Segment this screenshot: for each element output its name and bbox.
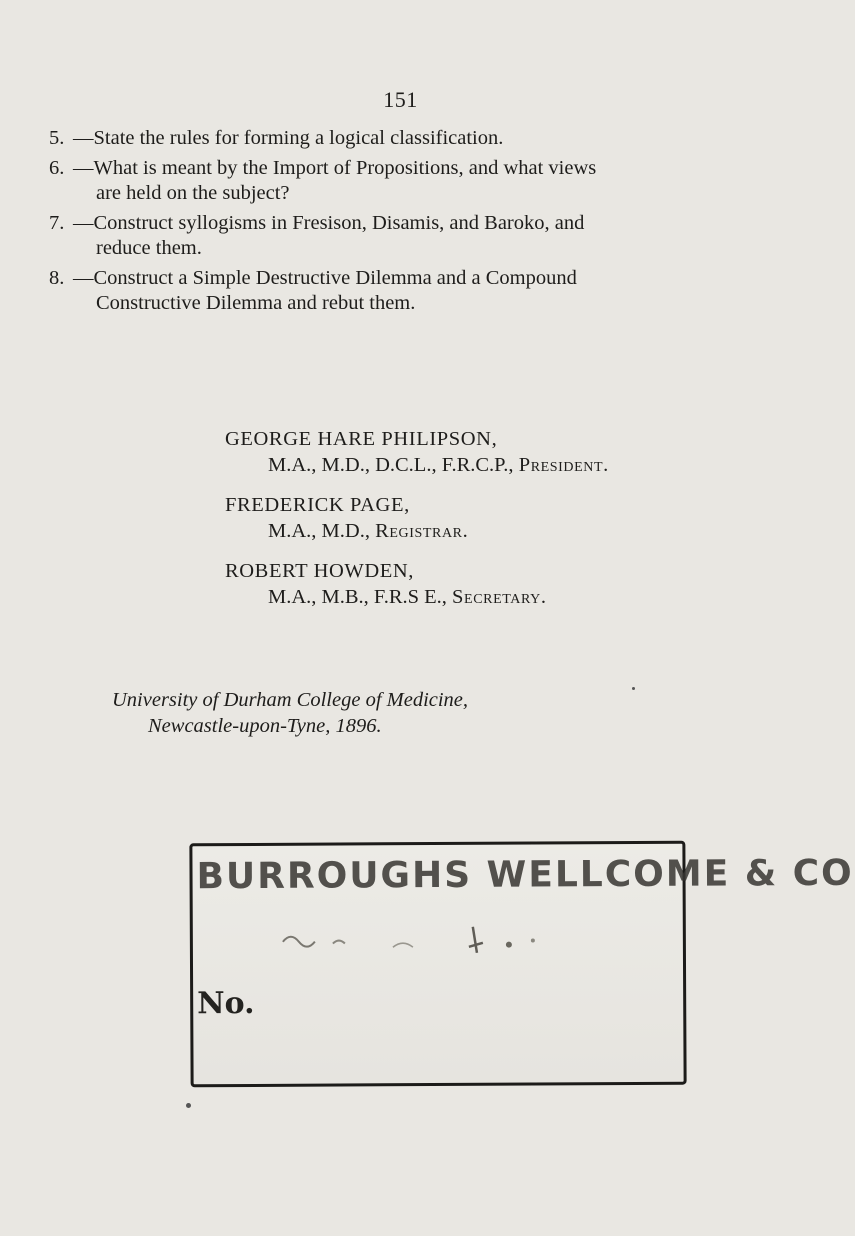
library-stamp — [189, 841, 854, 1088]
officer-name: FREDERICK PAGE, — [225, 494, 410, 516]
ink-speck — [632, 687, 635, 690]
imprint-institution: University of Durham College of Medicine, — [112, 689, 469, 711]
question-item — [49, 211, 779, 261]
question-text: —State the rules for forming a logical classification. — [73, 127, 504, 149]
officer-title: Registrar. — [375, 520, 469, 542]
question-text: —Construct syllogisms in Fresison, Disamis, and Baroko, and — [73, 212, 585, 234]
question-item — [49, 126, 779, 151]
question-number: 6. — [49, 157, 65, 179]
question-item — [49, 266, 779, 316]
question-text: —What is meant by the Import of Propositions, and what views — [73, 157, 597, 179]
imprint-place-date: Newcastle-upon-Tyne, 1896. — [148, 715, 382, 737]
ink-speck — [186, 1103, 191, 1108]
question-continuation: Constructive Dilemma and rebut them. — [96, 292, 416, 314]
officers-block — [225, 426, 745, 624]
officer-name: ROBERT HOWDEN, — [225, 560, 415, 582]
officer-title: Secretary. — [452, 586, 547, 608]
question-continuation: are held on the subject? — [96, 182, 290, 204]
question-number: 8. — [49, 267, 65, 289]
question-number: 7. — [49, 212, 65, 234]
officer-president — [225, 426, 745, 478]
question-list — [49, 126, 779, 321]
officer-registrar — [225, 492, 745, 544]
imprint — [112, 687, 712, 739]
officer-degrees: M.A., M.B., F.R.S E., — [268, 586, 447, 608]
officer-degrees: M.A., M.D., — [268, 520, 370, 542]
stamp-heading: BURROUGHS WELLCOME & CO — [196, 852, 854, 898]
stamp-smudge — [273, 916, 613, 958]
page-number: 151 — [383, 87, 418, 112]
officer-title: President. — [518, 454, 609, 476]
question-number: 5. — [49, 127, 65, 149]
question-item — [49, 156, 779, 206]
officer-name: GEORGE HARE PHILIPSON, — [225, 428, 498, 450]
officer-secretary — [225, 558, 745, 610]
stamp-number-label: No. — [197, 985, 255, 1022]
question-continuation: reduce them. — [96, 237, 202, 259]
officer-degrees: M.A., M.D., D.C.L., F.R.C.P., — [268, 454, 514, 476]
question-text: —Construct a Simple Destructive Dilemma and a Compound — [73, 267, 577, 289]
